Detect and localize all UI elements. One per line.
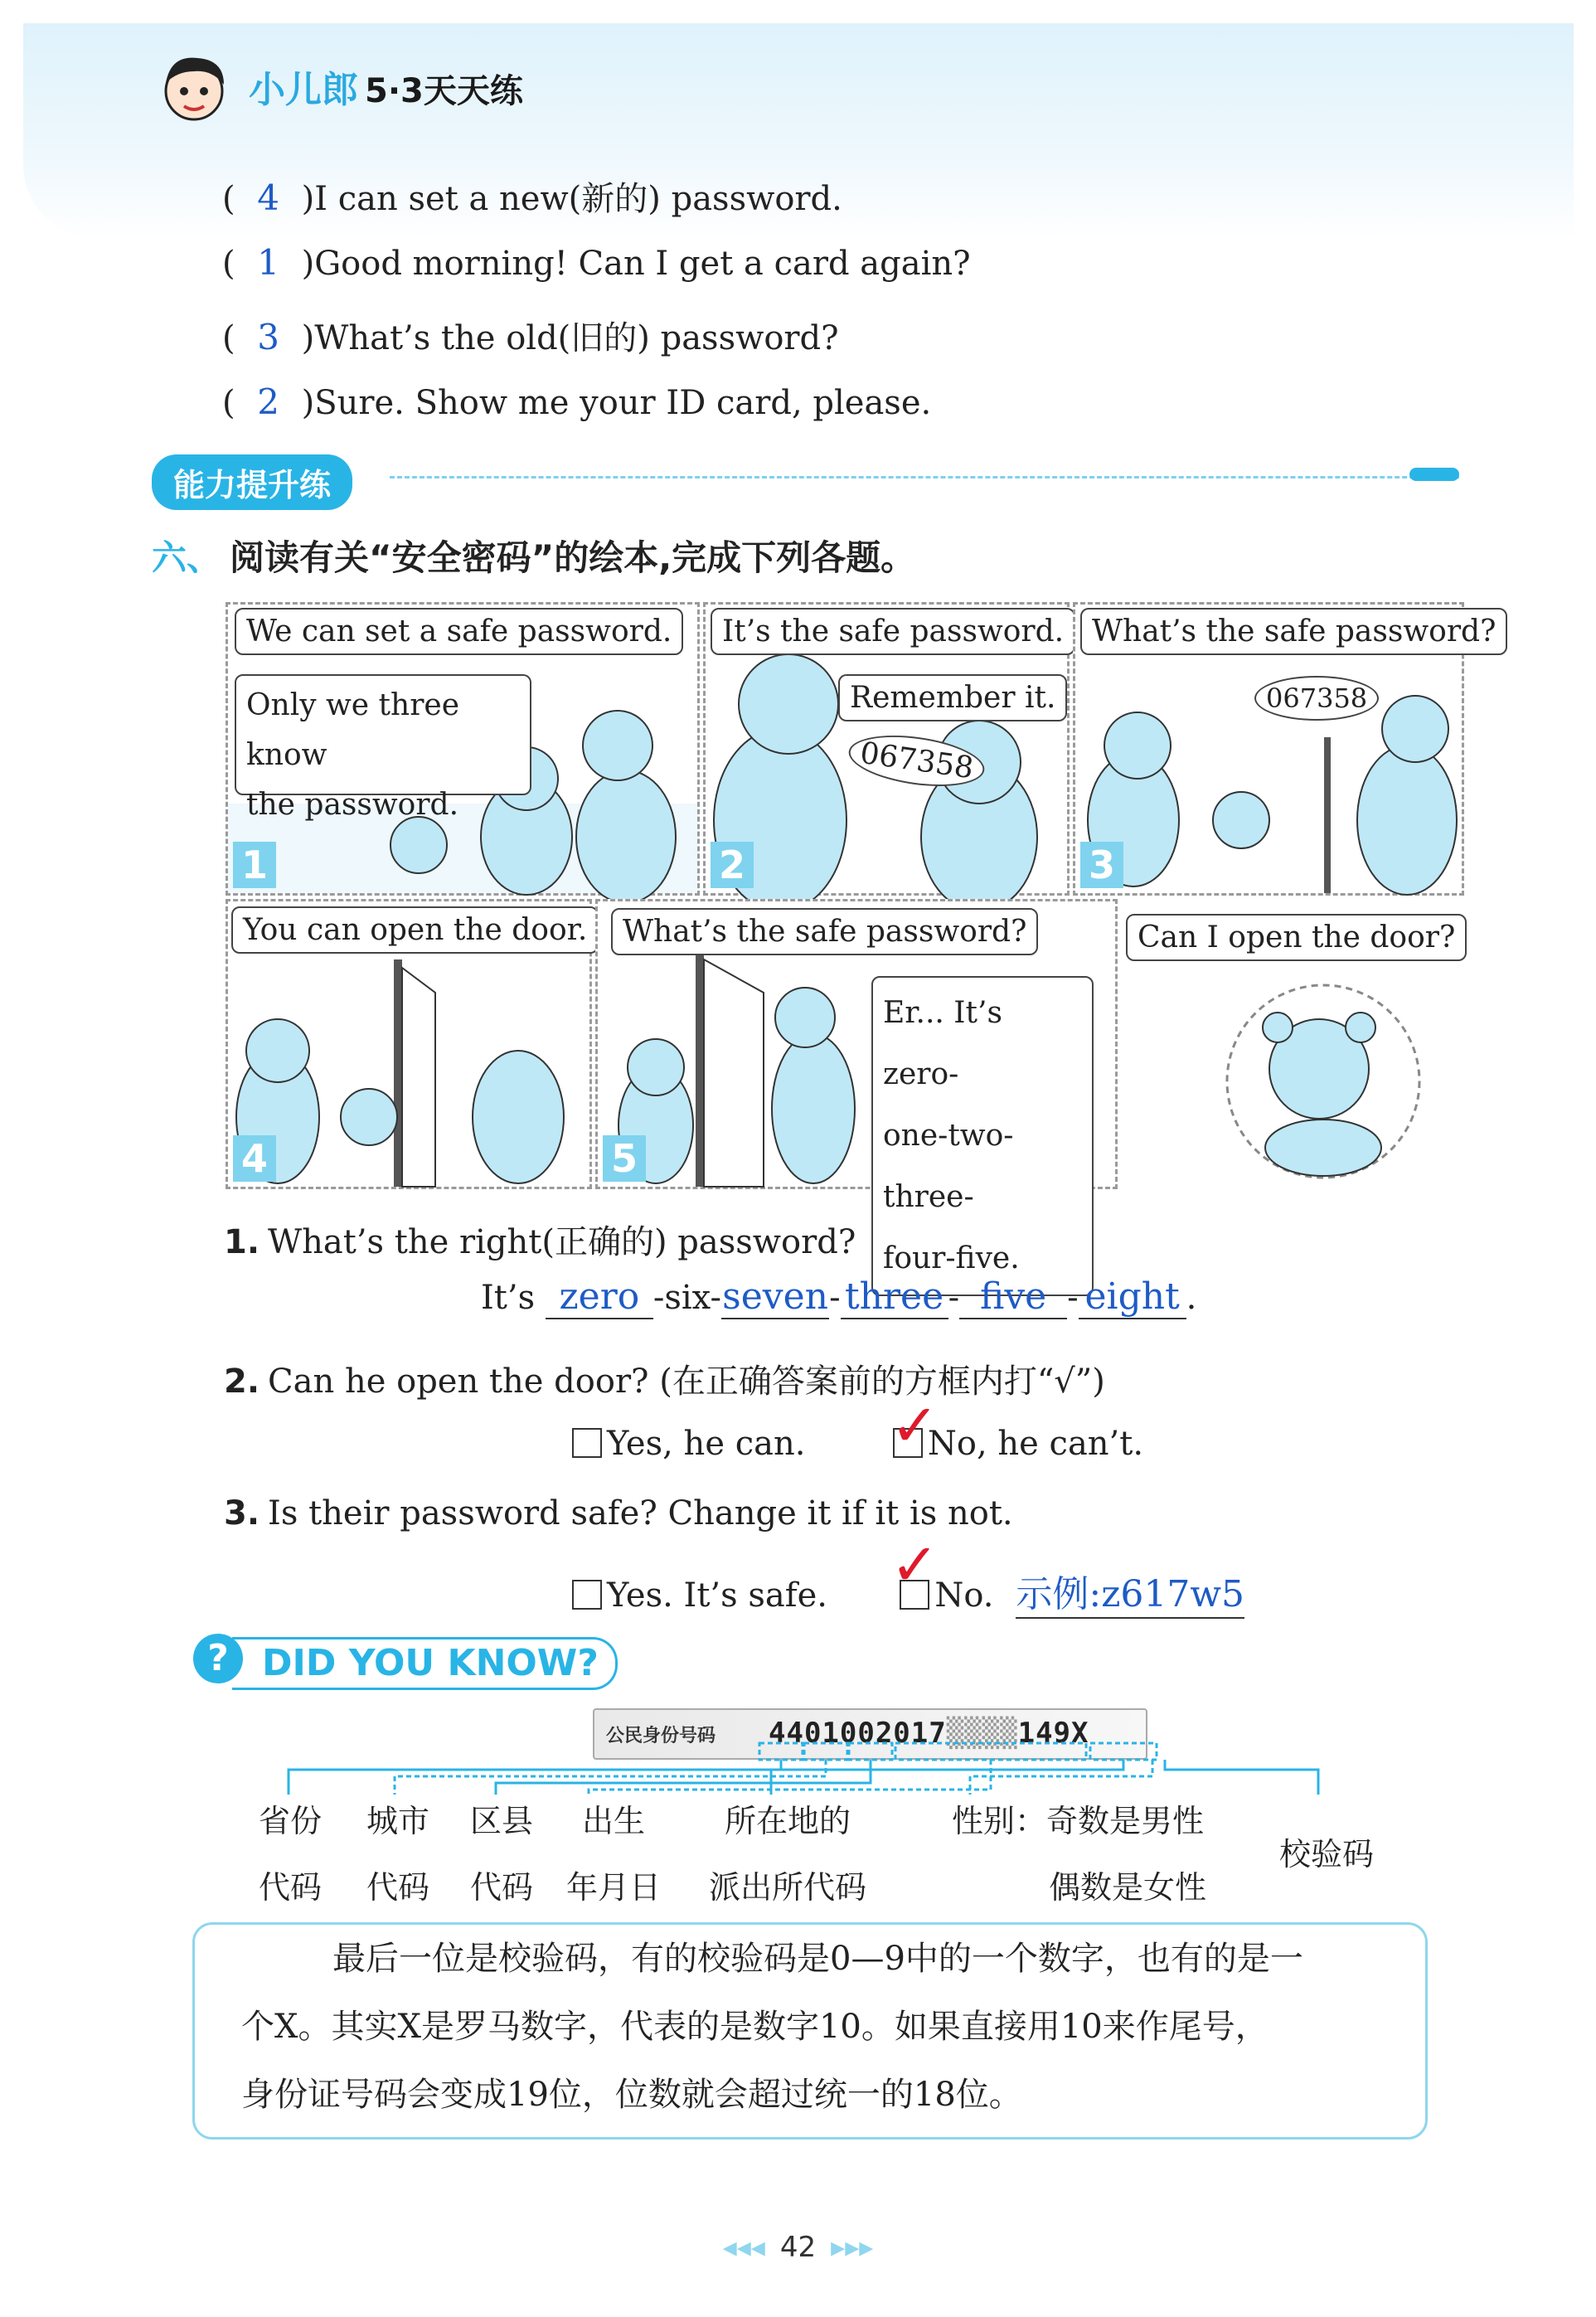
check-mark-icon: ✓: [890, 1392, 939, 1460]
answer-blank: five: [959, 1275, 1067, 1319]
panel-number: 5: [603, 1135, 646, 1182]
id-part-line: 代码: [258, 1869, 322, 1906]
speech-bubble: [871, 976, 1094, 1296]
question-number: 3.: [224, 1494, 260, 1533]
answer-line: [481, 1275, 1196, 1319]
order-text: )I can set a new(新的) password.: [301, 180, 842, 218]
question-2: [224, 1355, 1105, 1402]
checkbox-yes[interactable]: [572, 1428, 602, 1458]
brand-title: [249, 60, 523, 113]
comic-panel-4: [226, 899, 592, 1189]
question-number: 六、: [152, 537, 222, 578]
bubble-line: Only we three know: [246, 688, 460, 772]
id-part-label: [1260, 1821, 1393, 1887]
section-divider-end: [1409, 468, 1459, 481]
bear-illustration: [1191, 982, 1456, 1181]
speech-bubble: It’s the safe password.: [711, 608, 1075, 655]
did-you-know-title: DID YOU KNOW?: [232, 1637, 618, 1690]
comic-panel-5: [595, 899, 1118, 1275]
answer-end: .: [1186, 1279, 1197, 1317]
id-part-line: 区县: [469, 1803, 533, 1839]
page-left-arrows: ◂◂◂: [722, 2231, 765, 2264]
check-mark-icon: ✓: [890, 1531, 939, 1599]
id-part-line: 出生: [581, 1803, 645, 1839]
id-part-line: 校验码: [1278, 1836, 1374, 1873]
order-text: )Good morning! Can I get a card again?: [301, 245, 971, 283]
page-number: 42: [779, 2231, 817, 2264]
id-part-line: 所在地的: [724, 1803, 851, 1839]
info-line: 身份证号码会变成19位，位数就会超过统一的18位。: [241, 2076, 1022, 2114]
question-number: 2.: [224, 1363, 260, 1401]
panel-number: 4: [233, 1135, 276, 1182]
answer-blank: three: [841, 1275, 948, 1319]
question-3: [224, 1494, 1013, 1533]
order-line: ( 1 )Good morning! Can I get a card again?: [222, 242, 971, 283]
answer-sep: -: [948, 1279, 960, 1317]
page-right-arrows: ▸▸▸: [831, 2231, 874, 2264]
order-text: )Sure. Show me your ID card, please.: [301, 384, 932, 422]
order-answer: 1: [257, 242, 279, 283]
question-six-title: [152, 531, 915, 580]
comic-panel-3: [1073, 602, 1497, 896]
id-part-line: 代码: [469, 1869, 533, 1906]
bubble-line: one-two-three-: [883, 1119, 1014, 1214]
id-masked: ▒▒▒▒: [946, 1717, 1018, 1750]
comic-panel-2: [703, 602, 1070, 896]
question-text: What’s the right(正确的) password?: [268, 1223, 856, 1261]
speech-bubble: [235, 674, 531, 822]
speech-bubble: Can I open the door?: [1126, 914, 1467, 961]
speech-bubble: What’s the safe password?: [1080, 608, 1507, 655]
comic-panel-1: [226, 602, 700, 896]
option-text: No, he can’t.: [927, 1425, 1144, 1463]
info-box: [192, 1922, 1428, 2140]
id-part-label: [452, 1788, 551, 1921]
order-answer: 3: [257, 317, 279, 357]
answer-sep: -: [1067, 1279, 1079, 1317]
id-tail: 149X: [1017, 1717, 1089, 1750]
bubble-line: Er... It’s zero-: [883, 996, 1002, 1091]
id-part-line: 派出所代码: [708, 1869, 866, 1906]
id-part-line: 代码: [366, 1869, 429, 1906]
section-label: 能力提升练: [152, 454, 352, 510]
panel-number: 2: [711, 842, 754, 888]
bubble-line: the password.: [246, 788, 459, 822]
question-1: [224, 1216, 856, 1263]
answer-blank: zero: [546, 1275, 653, 1319]
speech-bubble: Remember it.: [838, 674, 1067, 721]
panel-number: 3: [1080, 842, 1123, 888]
answer-prefix: It’s: [481, 1279, 536, 1317]
id-part-line: 城市: [366, 1803, 429, 1839]
panel-number: 1: [233, 842, 276, 888]
id-part-label: [688, 1788, 887, 1921]
page-footer: [0, 2231, 1596, 2264]
option-row: [572, 1425, 1143, 1463]
option-text: No.: [934, 1576, 994, 1615]
answer-blank: eight: [1079, 1275, 1186, 1319]
id-part-line: 性别：奇数是男性: [951, 1803, 1204, 1839]
order-line: ( 3 )What’s the old(旧的) password?: [222, 317, 839, 357]
order-text: )What’s the old(旧的) password?: [301, 319, 839, 357]
speech-bubble: You can open the door.: [231, 906, 599, 954]
section-divider: [390, 476, 1459, 478]
id-part-label: [912, 1788, 1244, 1921]
answer-blank: seven: [722, 1275, 828, 1318]
info-line: 个X。其实X是罗马数字，代表的是数字10。如果直接用10来作尾号，: [241, 2008, 1269, 2046]
password-sign: 067358: [1254, 676, 1379, 721]
order-answer: 4: [257, 177, 279, 218]
question-text: 阅读有关“安全密码”的绘本,完成下列各题。: [230, 537, 916, 578]
id-part-line: 年月日: [565, 1869, 661, 1906]
question-mark-icon: ?: [193, 1634, 243, 1683]
answer-sep: -: [829, 1279, 841, 1317]
order-line: ( 2 )Sure. Show me your ID card, please.: [222, 381, 932, 422]
option-text: Yes. It’s safe.: [607, 1576, 827, 1615]
password-thought-bubble: 067358: [846, 728, 988, 794]
question-text: Can he open the door? (在正确答案前的方框内打“√”): [268, 1363, 1105, 1401]
id-part-line: 偶数是女性: [1048, 1869, 1206, 1906]
order-line: ( 4 )I can set a new(新的) password.: [222, 177, 842, 218]
question-text: Is their password safe? Change it if it is not.: [268, 1494, 1013, 1533]
id-part-label: [240, 1788, 340, 1921]
id-part-label: [555, 1788, 672, 1921]
speech-bubble: We can set a safe password.: [235, 608, 683, 655]
answer-blank: 示例:z617w5: [1016, 1564, 1244, 1619]
info-line: 最后一位是校验码，有的校验码是0—9中的一个数字，也有的是一: [332, 1940, 1303, 1978]
answer-sep: -six-: [652, 1279, 722, 1317]
question-number: 1.: [224, 1223, 260, 1261]
brand-logo: 小儿郎: [249, 69, 358, 111]
id-part-label: [348, 1788, 448, 1921]
id-label: 公民身份号码: [606, 1726, 716, 1746]
mascot-avatar: [154, 50, 234, 129]
id-number: 4401002017: [769, 1717, 947, 1750]
bubble-line: four-five.: [883, 1241, 1020, 1275]
order-answer: 2: [257, 381, 279, 422]
option-text: Yes, he can.: [607, 1425, 806, 1463]
id-part-line: 省份: [258, 1803, 322, 1839]
checkbox-yes[interactable]: [572, 1580, 602, 1610]
brand-series: 5·3天天练: [365, 72, 523, 110]
speech-bubble: What’s the safe password?: [611, 908, 1038, 955]
comic-panel-6: [1121, 899, 1459, 1184]
